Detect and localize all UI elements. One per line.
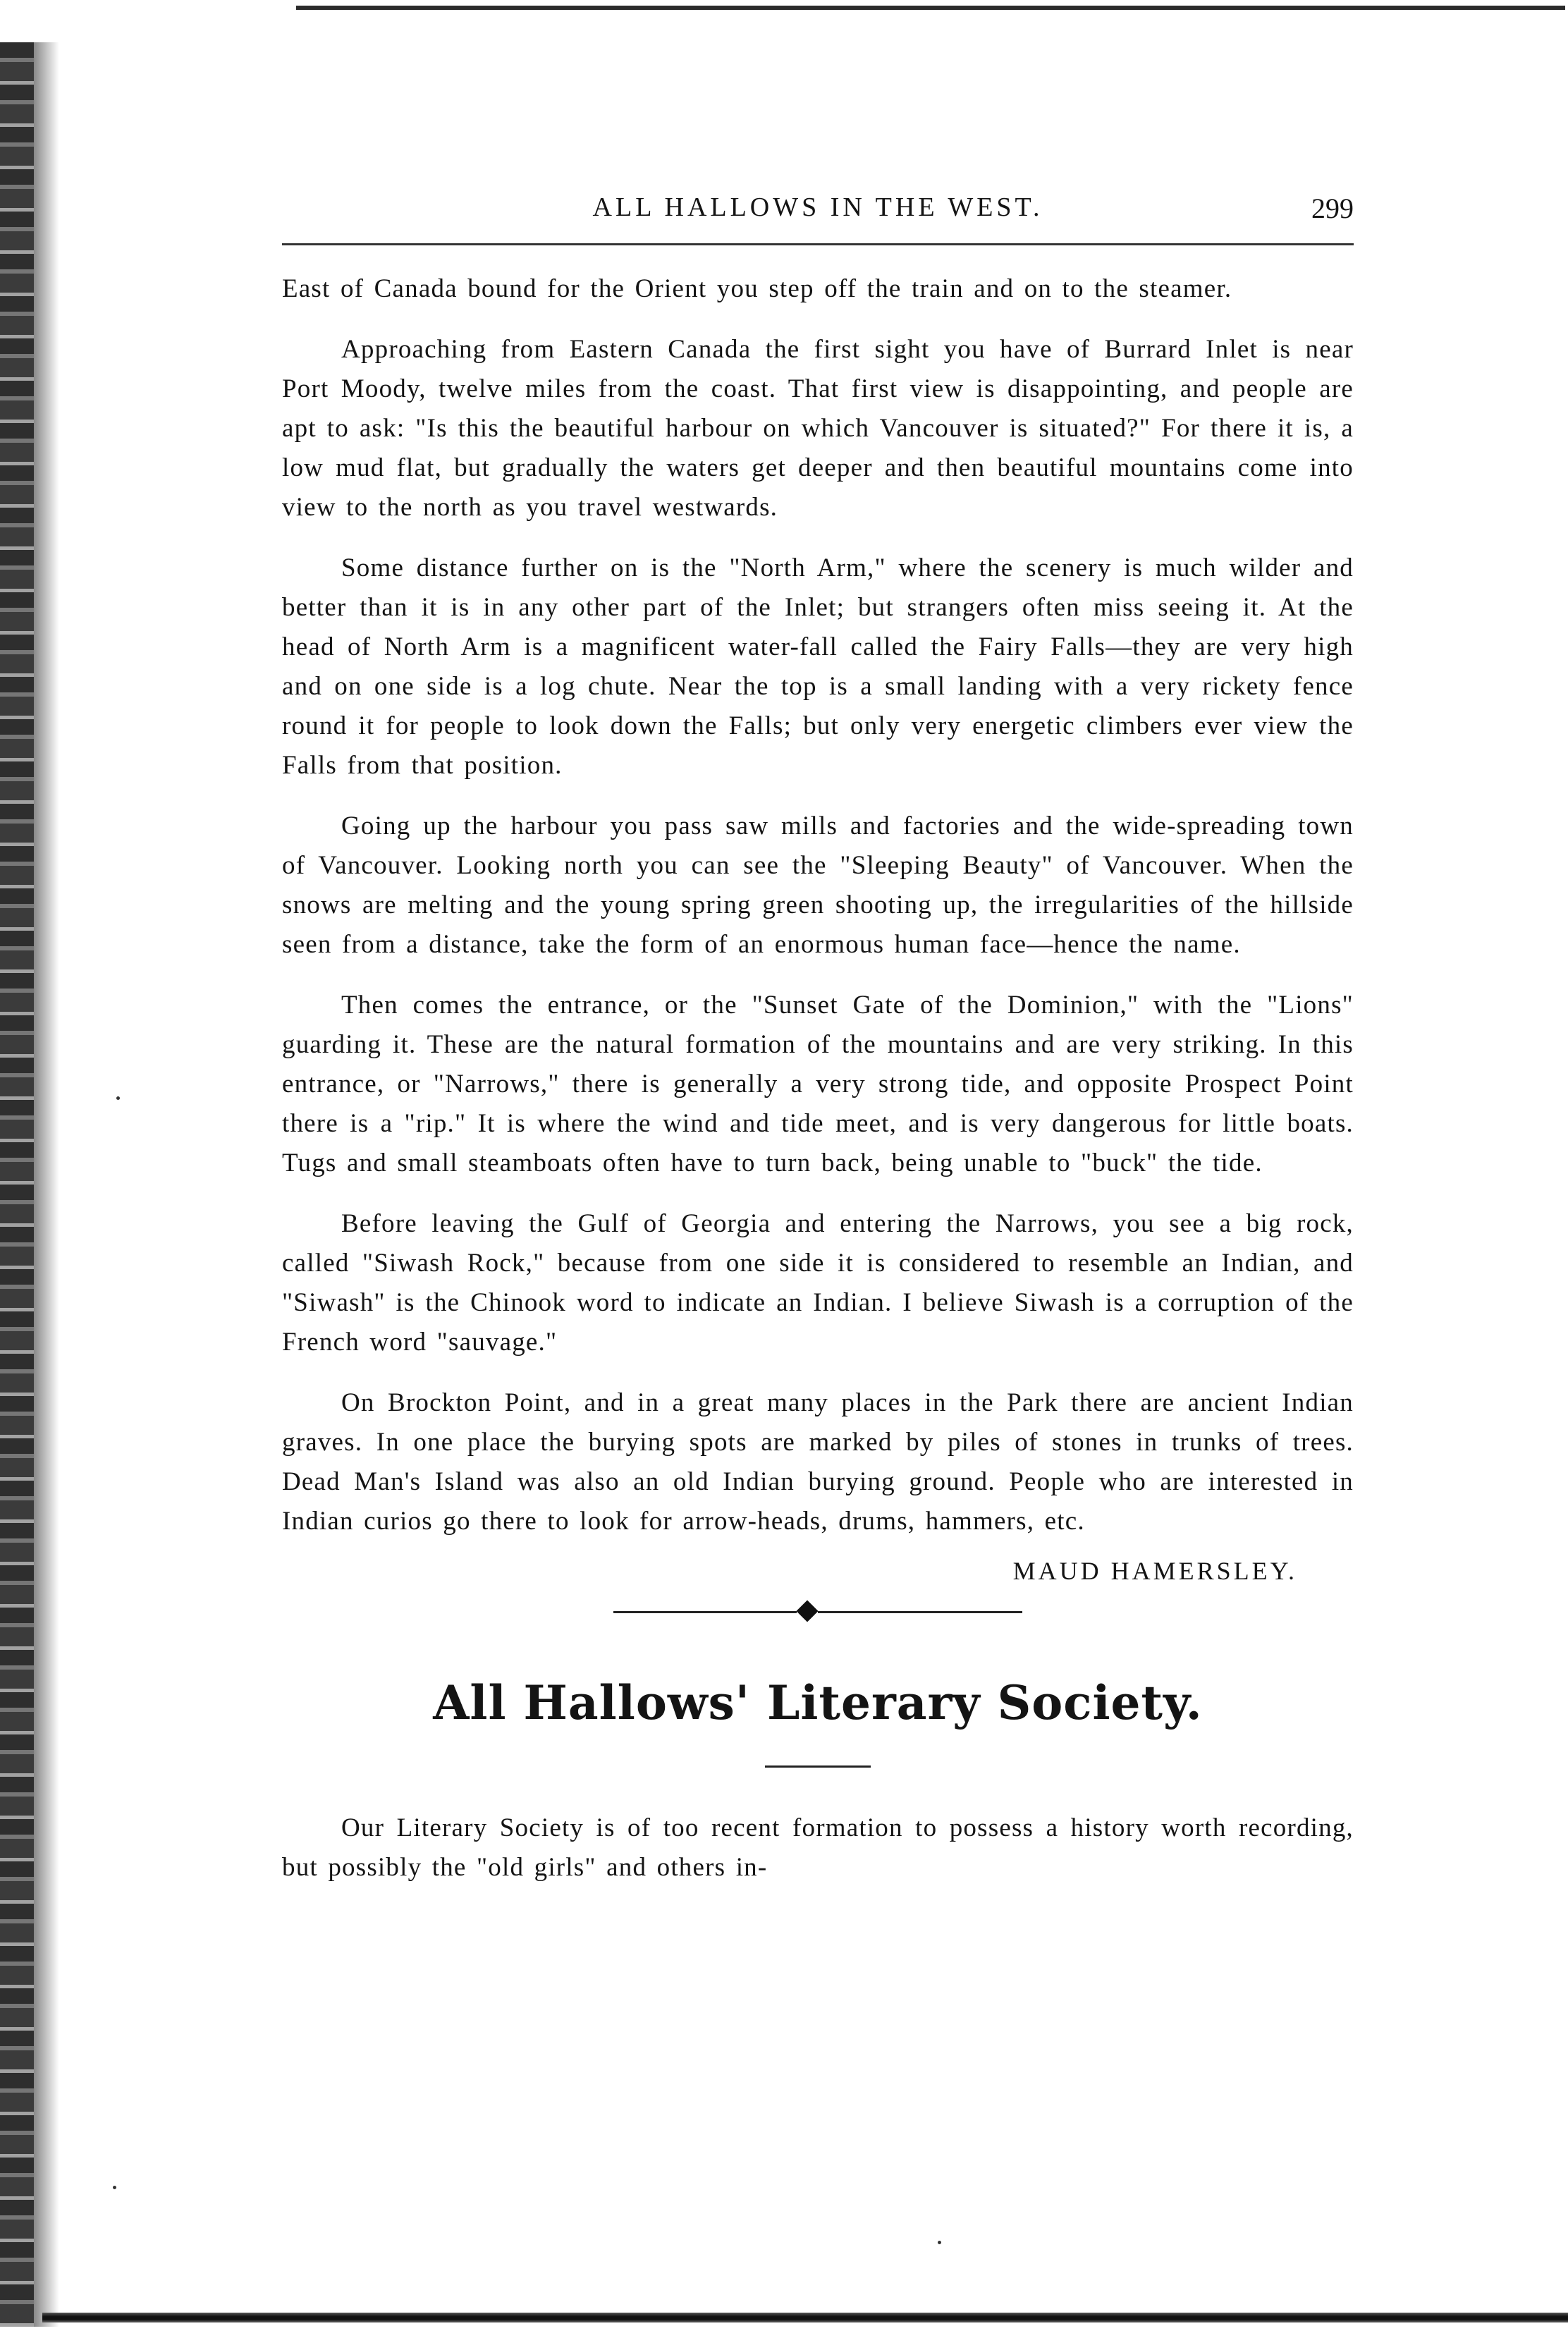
paragraph: Before leaving the Gulf of Georgia and entering the Narrows, you see a big rock, called "Siwash Rock," because from one side it is considered to resemble an Indian, and "Siwash" is the Chinook word to indicate an Indian. I believe Siwash is a corruption of the French word "sauvage." [282,1209,1354,1357]
section-divider-ornament [613,1598,1022,1626]
scan-speck [116,1096,120,1100]
scan-speck [938,2241,941,2244]
running-head [282,185,1354,241]
article-body [282,269,1354,1909]
paragraph: Then comes the entrance, or the "Sunset Gate of the Dominion," with the "Lions" guarding it. These are the natural formation of the mountains and are very striking. In this entrance, or "Narrows," there is generally a very strong tide, and opposite Prospect Point there is a "rip." It is where the wind and tide meet, and is very dangerous for little boats. Tugs and small steamboats often have to turn back, being unable to "buck" the tide. [282,991,1354,1177]
author-signature: MAUD HAMERSLEY. [1012,1557,1297,1585]
divider-line-right [818,1611,1022,1613]
diamond-icon [796,1600,818,1622]
scan-binding-shadow [34,42,59,2327]
page-number: 299 [1311,192,1354,224]
paragraph: East of Canada bound for the Orient you step off the train and on to the steamer. [282,274,1232,303]
scan-bottom-edge [42,2313,1568,2323]
section-title: All Hallows' Literary Society. [433,1675,1203,1730]
header-rule [282,243,1354,245]
section-title-rule [765,1765,871,1768]
paragraph: Approaching from Eastern Canada the first sight you have of Burrard Inlet is near Port Moody, twelve miles from the coast. That first view is disappointing, and people are apt to ask: "Is this the beautiful harbour on which Vancouver is situated?" For there it is, a low mud flat, but gradually the waters get deeper and then beautiful mountains come into view to the north as you travel westwards. [282,335,1354,522]
paragraph: On Brockton Point, and in a great many places in the Park there are ancient Indian graves. In one place the burying spots are marked by piles of stones in trunks of trees. Dead Man's Island was also an old Indian burying ground. People who are interested in Indian curios go there to look for arrow-heads, drums, hammers, etc. [282,1388,1354,1536]
scan-top-edge [296,6,1565,10]
scan-binding-edge [0,42,34,2327]
paragraph: Some distance further on is the "North Arm," where the scenery is much wilder and better than it is in any other part of the Inlet; but strangers often miss seeing it. At the head of North Arm is a magnificent water-fall called the Fairy Falls—they are very high and on one side is a log chute. Near the top is a small landing with a very rickety fence round it for people to look down the Falls; but only very energetic climbers ever view the Falls from that position. [282,553,1354,780]
section-paragraph: Our Literary Society is of too recent formation to possess a history worth recording, but possibly the "old girls" and others in- [282,1813,1354,1882]
divider-line-left [613,1611,797,1613]
scan-speck [113,2186,116,2189]
running-head-title: ALL HALLOWS IN THE WEST. [592,192,1043,222]
paragraph: Going up the harbour you pass saw mills and factories and the wide-spreading town of Vancouver. Looking north you can see the "Sleeping Beauty" of Vancouver. When the snows are melting and the young spring green shooting up, the irregularities of the hillside seen from a distance, take the form of an enormous human face—hence the name. [282,812,1354,959]
